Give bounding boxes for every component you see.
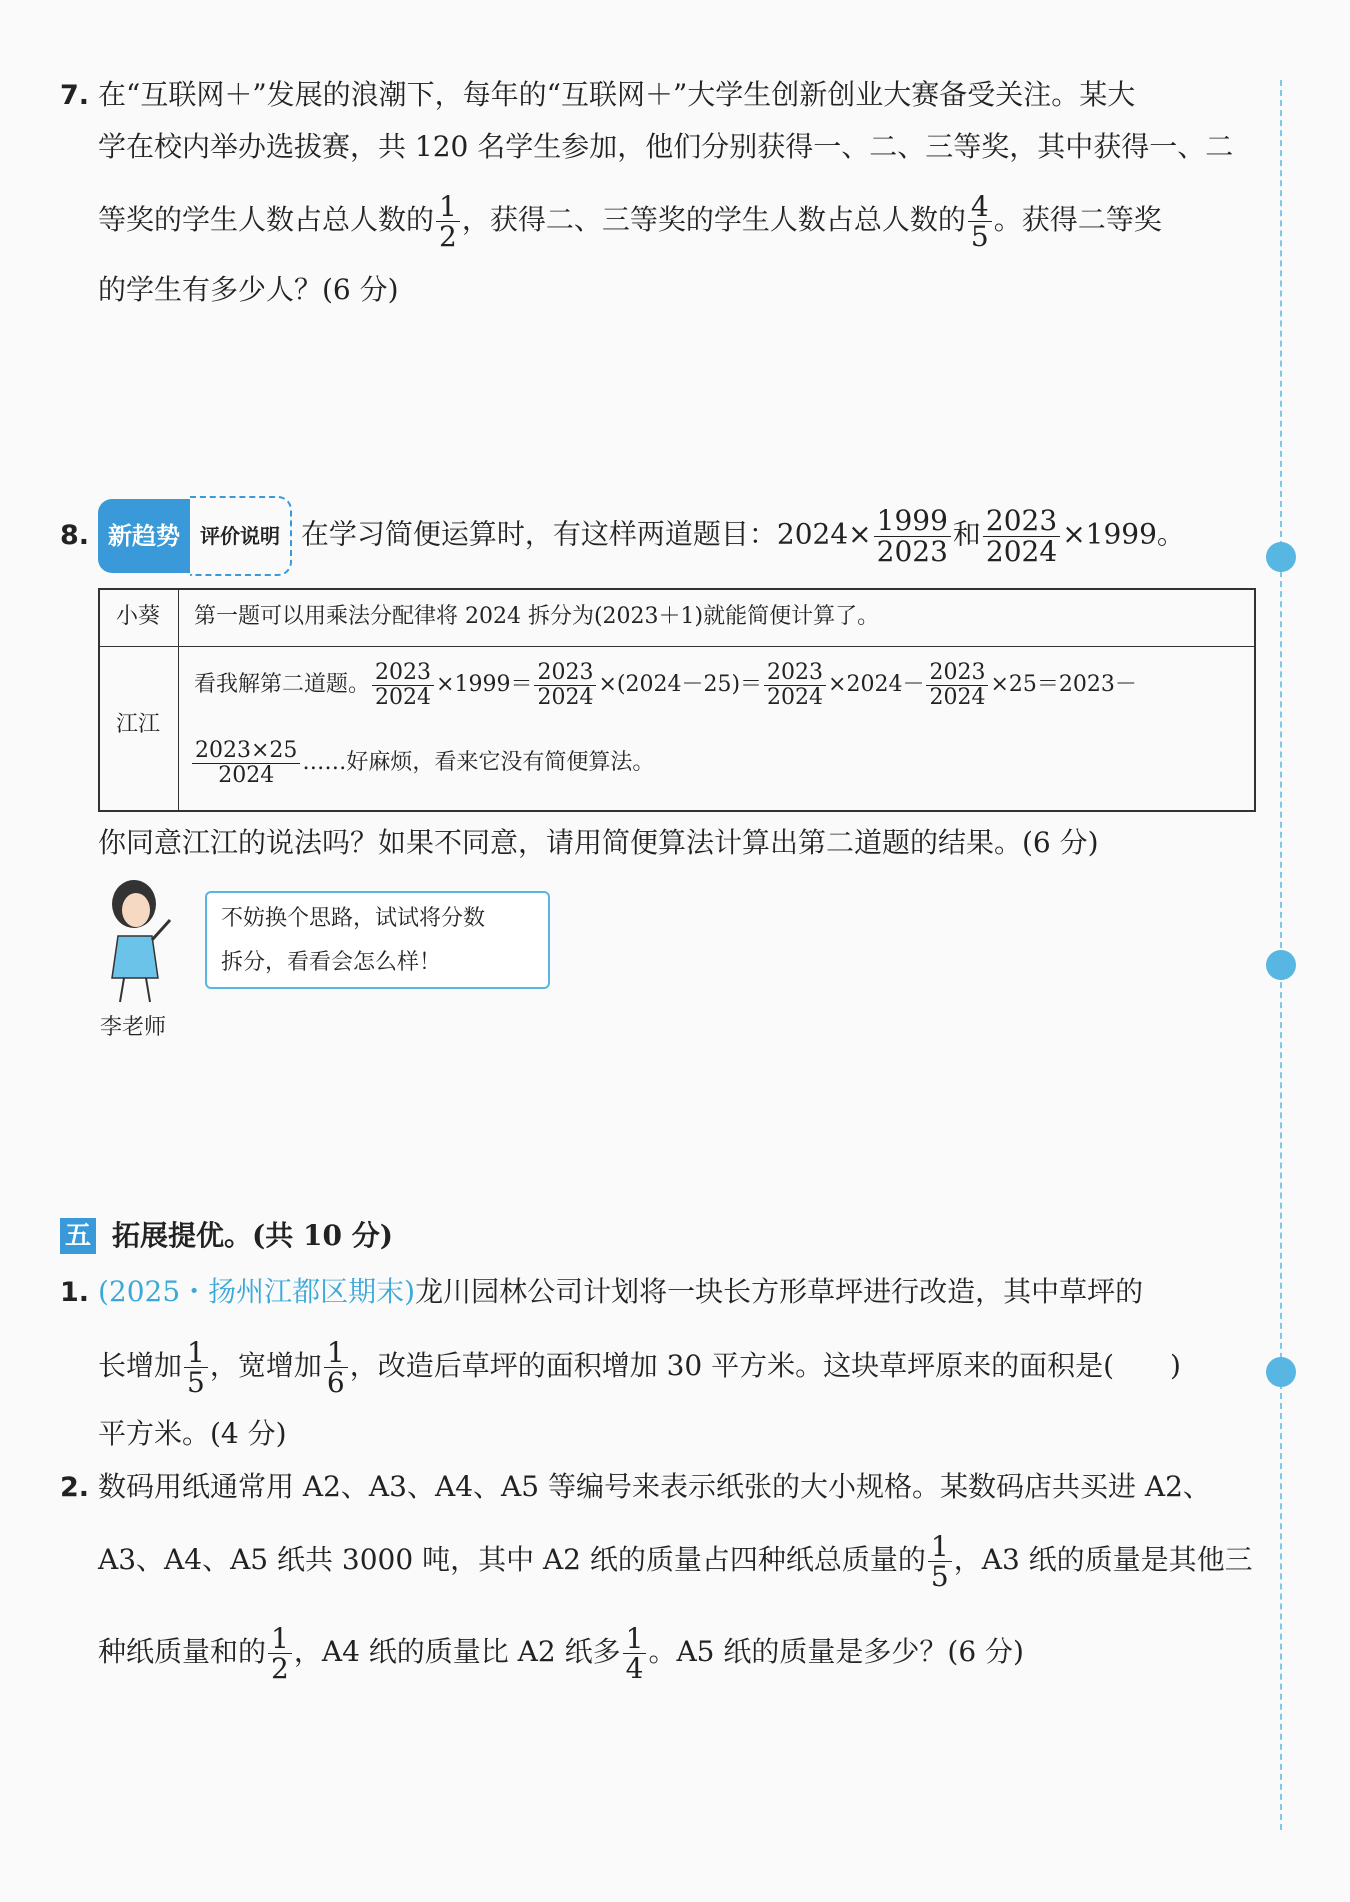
p1-line1 (98, 1277, 1143, 1307)
p1-source: (2025・扬州江都区期末) (98, 1275, 416, 1308)
p2-line1: 数码用纸通常用 A2、A3、A4、A5 等编号来表示纸张的大小规格。某数码店共买进 A2、 (98, 1470, 1211, 1503)
q7-line4: 的学生有多少人？(6 分) (98, 273, 399, 306)
q8-intro-text-b: 和 (952, 517, 981, 551)
q7-fraction-1: $\frac{1}{2}$ (436, 192, 460, 252)
table-name-jiangjiang: 江江 (116, 712, 161, 737)
p1-line2: 长增加 $\frac{1}{5}$ ，宽增加 $\frac{1}{6}$ ，改造后草坪的面积增加 30 平方米。这块草坪原来的面积是( ) (98, 1335, 1181, 1399)
p1-line3: 平方米。(4 分) (98, 1417, 287, 1450)
new-trend-badge: 新趋势 (98, 499, 190, 573)
table-text-jiangjiang-line2: $\frac{2023\times 25}{2024}$ ……好麻烦，看来它没有简便算法。 (190, 730, 654, 796)
p2-fraction-2: $\frac{1}{2}$ (268, 1624, 292, 1684)
p1-number: 1. (60, 1277, 90, 1308)
q8-intro (98, 496, 1185, 576)
section-five-icon: 五 (60, 1218, 96, 1254)
teacher-speech-bubble (205, 891, 550, 989)
p2-line3: 种纸质量和的 $\frac{1}{2}$ ，A4 纸的质量比 A2 纸多 $\frac{1}{4}$ 。A5 纸的质量是多少？(6 分) (98, 1621, 1024, 1685)
q8-fraction-2: $\frac{2023}{2024}$ (983, 506, 1060, 566)
p2-fraction-1: $\frac{1}{5}$ (928, 1532, 952, 1592)
teacher-illustration (96, 878, 186, 1008)
q8-intro-text-c: ×1999。 (1062, 517, 1185, 551)
p2-fraction-3: $\frac{1}{4}$ (623, 1624, 647, 1684)
q7-line1: 在“互联网＋”发展的浪潮下，每年的“互联网＋”大学生创新创业大赛备受关注。某大 (98, 78, 1136, 111)
p1-fraction-1: $\frac{1}{5}$ (184, 1338, 208, 1398)
q8-question: 你同意江江的说法吗？如果不同意，请用简便算法计算出第二道题的结果。(6 分) (98, 826, 1099, 859)
q7-line3 (98, 185, 1162, 255)
q7-line3-text-b: ，获得二、三等奖的学生人数占总人数的 (461, 203, 966, 236)
q7-line3-text-c: 。获得二等奖 (993, 203, 1162, 236)
q8-intro-text-a: 在学习简便运算时，有这样两道题目：2024× (300, 517, 872, 551)
table-column-divider (178, 590, 179, 810)
binding-marker-1 (1266, 542, 1296, 572)
q8-table (98, 588, 1256, 812)
q8-number: 8. (60, 520, 90, 551)
p2-number: 2. (60, 1472, 90, 1503)
table-text-jiangjiang-line1: 看我解第二道题。 $\frac{2023}{2024}$ ×1999＝ $\frac{2023}{2024}$ ×(2024－25)＝ $\frac{2023}{2024}$ ×2024－ $\frac{2023}{2024}$ ×25＝2023－ (194, 660, 1137, 710)
q8-fraction-1: $\frac{1999}{2023}$ (874, 506, 951, 566)
bubble-line1: 不妨换个思路，试试将分数 (221, 906, 486, 931)
section-five-title: 拓展提优。(共 10 分) (112, 1219, 393, 1252)
q7-line3-text-a: 等奖的学生人数占总人数的 (98, 203, 435, 236)
bubble-line2: 拆分，看看会怎么样！ (221, 950, 442, 975)
binding-marker-3 (1266, 1357, 1296, 1387)
teacher-name: 李老师 (100, 1015, 167, 1040)
evaluation-badge: 评价说明 (190, 496, 292, 576)
p1-fraction-2: $\frac{1}{6}$ (324, 1338, 348, 1398)
p2-line2: A3、A4、A5 纸共 3000 吨，其中 A2 纸的质量占四种纸总质量的 $\frac{1}{5}$ ，A3 纸的质量是其他三 (98, 1529, 1253, 1593)
table-name-xiaokui: 小葵 (116, 604, 161, 629)
q7-number: 7. (60, 80, 90, 111)
table-text-xiaokui: 第一题可以用乘法分配律将 2024 拆分为(2023＋1)就能简便计算了。 (194, 604, 880, 629)
q7-fraction-2: $\frac{4}{5}$ (968, 192, 992, 252)
binding-marker-2 (1266, 950, 1296, 980)
q7-line2: 学在校内举办选拔赛，共 120 名学生参加，他们分别获得一、二、三等奖，其中获得一、二 (98, 130, 1234, 163)
p1-line1-text: 龙川园林公司计划将一块长方形草坪进行改造，其中草坪的 (415, 1275, 1144, 1308)
